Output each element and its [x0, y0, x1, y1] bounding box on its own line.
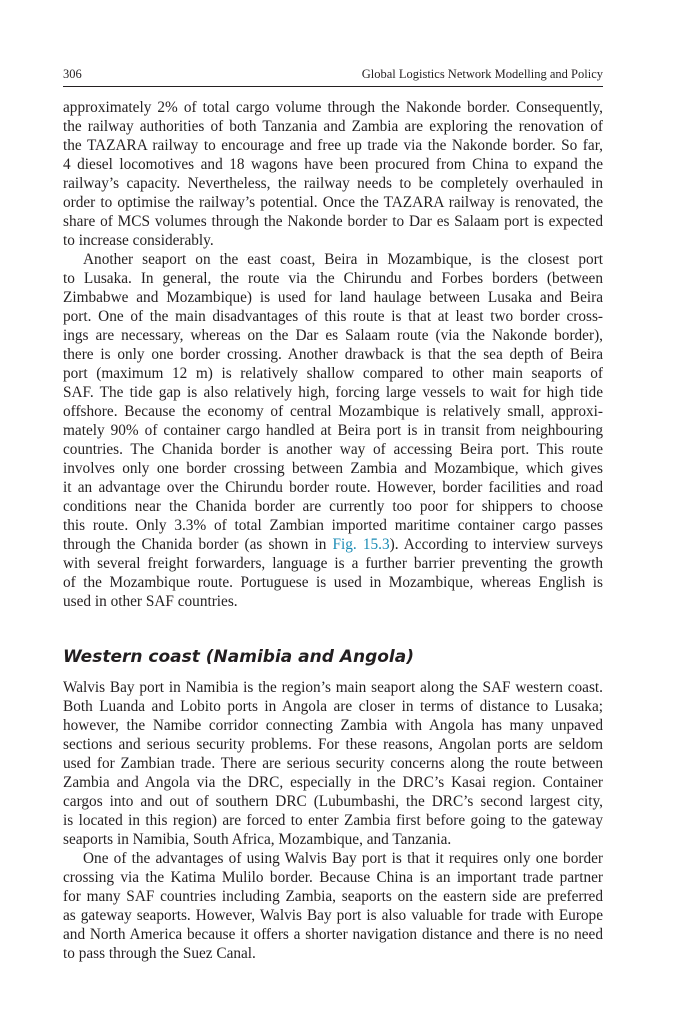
text-line: seaports in Namibia, South Africa, Mozambique, and Tanzania. — [63, 831, 452, 848]
text-line: One of the advantages of using Walvis Bay port is that it requires only one border — [83, 850, 603, 867]
text-line: to Lusaka. In general, the route via the Chirundu and Forbes borders (between — [63, 270, 603, 287]
running-title: Global Logistics Network Modelling and Policy — [361, 67, 603, 81]
text-line: this route. Only 3.3% of total Zambian imported maritime container cargo passes — [63, 517, 603, 534]
text-line: to pass through the Suez Canal. — [63, 945, 256, 962]
text-line-with-figure-reference — [63, 535, 603, 554]
text-line: used for Zambian trade. There are serious security concerns along the route between — [63, 755, 603, 772]
text-line: offshore. Because the economy of central Mozambique is relatively small, approxi- — [63, 403, 603, 420]
text-line: of the Mozambique route. Portuguese is used in Mozambique, whereas English is — [63, 574, 603, 591]
text-line: countries. The Chanida border is another way of accessing Beira port. This route — [63, 441, 603, 458]
text-line: for many SAF countries including Zambia, seaports on the eastern side are preferred — [63, 888, 603, 905]
text-line: port (maximum 12 m) is relatively shallow compared to other main seaports of — [63, 365, 603, 382]
text-line: Walvis Bay port in Namibia is the region’s main seaport along the SAF western coast. — [63, 679, 603, 696]
text-line: port. One of the main disadvantages of this route is that at least two border cross- — [63, 308, 603, 325]
section-heading: Western coast (Namibia and Angola) — [63, 647, 414, 667]
text-line: conditions near the Chanida border are currently too poor for shippers to choose — [63, 498, 603, 515]
text-line: and North America because it offers a shorter navigation distance and there is no need — [63, 926, 603, 943]
text-line: railway’s capacity. Nevertheless, the railway needs to be completely overhauled in — [63, 175, 603, 192]
text-line: SAF. The tide gap is also relatively high, forcing large vessels to wait for high tide — [63, 384, 603, 401]
text-line: with several freight forwarders, language is a further barrier preventing the growth — [63, 555, 603, 572]
text-line: order to optimise the railway’s potential. Once the TAZARA railway is renovated, the — [63, 194, 603, 211]
text-line: approximately 2% of total cargo volume through the Nakonde border. Consequently, — [63, 99, 603, 116]
text-line: however, the Namibe corridor connecting Zambia with Angola has many unpaved — [63, 717, 603, 734]
text-line: there is only one border crossing. Another drawback is that the sea depth of Beira — [63, 346, 603, 363]
text-line: share of MCS volumes through the Nakonde border to Dar es Salaam port is expected — [63, 213, 603, 230]
header-rule — [63, 86, 603, 87]
text-line: 4 diesel locomotives and 18 wagons have been procured from China to expand the — [63, 156, 603, 173]
text-line: Both Luanda and Lobito ports in Angola are closer in terms of distance to Lusaka; — [63, 698, 603, 715]
text-line: Zimbabwe and Mozambique) is used for land haulage between Lusaka and Beira — [63, 289, 603, 306]
page-header — [63, 64, 603, 84]
text-segment: through the Chanida border (as shown in — [63, 536, 333, 553]
text-line: sections and serious security problems. For these reasons, Angolan ports are seldom — [63, 736, 603, 753]
text-line: Zambia and Angola via the DRC, especially in the DRC’s Kasai region. Container — [63, 774, 603, 791]
text-line: as gateway seaports. However, Walvis Bay port is also valuable for trade with Europe — [63, 907, 603, 924]
page-number: 306 — [63, 67, 82, 81]
text-line: is located in this region) are forced to enter Zambia first before going to the gateway — [63, 812, 603, 829]
text-line: cargos into and out of southern DRC (Lubumbashi, the DRC’s second largest city, — [63, 793, 603, 810]
text-line: ings are necessary, whereas on the Dar es Salaam route (via the Nakonde border), — [63, 327, 603, 344]
text-segment: ). According to interview surveys — [389, 536, 603, 553]
text-line: used in other SAF countries. — [63, 593, 238, 610]
text-line: the railway authorities of both Tanzania and Zambia are exploring the renovation of — [63, 118, 603, 135]
text-line: to increase considerably. — [63, 232, 214, 249]
figure-reference-link[interactable]: Fig. 15.3 — [332, 536, 390, 553]
text-line: Another seaport on the east coast, Beira in Mozambique, is the closest port — [83, 251, 603, 268]
text-line: involves only one border crossing between Zambia and Mozambique, which gives — [63, 460, 603, 477]
text-line: the TAZARA railway to encourage and free up trade via the Nakonde border. So far, — [63, 137, 603, 154]
text-line: crossing via the Katima Mulilo border. Because China is an important trade partner — [63, 869, 603, 886]
text-line: mately 90% of container cargo handled at Beira port is in transit from neighbouring — [63, 422, 603, 439]
text-line: it an advantage over the Chirundu border route. However, border facilities and road — [63, 479, 603, 496]
